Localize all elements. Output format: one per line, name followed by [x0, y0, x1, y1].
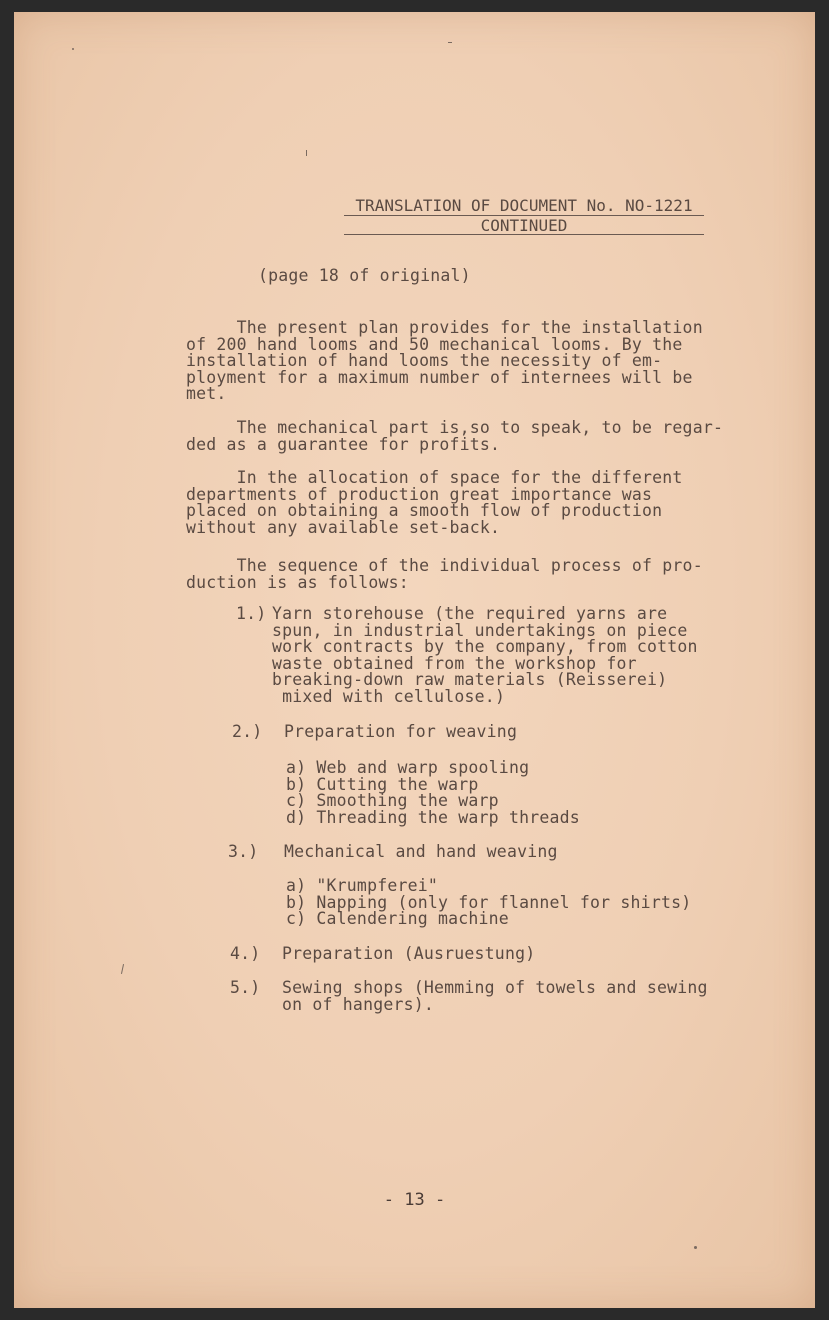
- step-text: Yarn storehouse (the required yarns are spun, in industrial undertakings on piece work contracts by the company, from cotton waste obtained from the workshop for breaking-down raw materials (Reisserei) mixed with cellulose.): [272, 604, 698, 706]
- paper-speck: [306, 150, 307, 156]
- paragraph-plan: The present plan provides for the installation of 200 hand looms and 50 mechanical looms. By the installation of hand looms the necessity of em- ployment for a maximum number of internees will be met.: [186, 318, 703, 404]
- step-text: Preparation (Ausruestung): [282, 944, 536, 963]
- step-text: Preparation for weaving: [284, 722, 518, 741]
- page-number: - 13 -: [383, 1190, 446, 1210]
- step-number: 1.): [236, 604, 267, 623]
- step-text: Sewing shops (Hemming of towels and sewing on of hangers).: [282, 978, 708, 1014]
- paper-speck: [121, 964, 124, 974]
- paper-speck: [448, 42, 452, 43]
- step-sublist: a) "Krumpferei" b) Napping (only for flannel for shirts) c) Calendering machine: [286, 876, 692, 929]
- step-number: 5.): [230, 978, 261, 997]
- header-title: TRANSLATION OF DOCUMENT No. NO-1221: [344, 197, 704, 216]
- paragraph-allocation: In the allocation of space for the different departments of production great importance was placed on obtaining a smooth flow of production without any available set-back.: [186, 468, 683, 537]
- paper-speck: [72, 48, 74, 50]
- step-sublist: a) Web and warp spooling b) Cutting the warp c) Smoothing the warp d) Threading the warp threads: [286, 758, 580, 827]
- document-page: [14, 12, 815, 1308]
- step-number: 4.): [230, 944, 261, 963]
- document-header: [344, 197, 704, 235]
- header-subtitle: CONTINUED: [344, 217, 704, 235]
- paragraph-mechanical: The mechanical part is,so to speak, to be regar- ded as a guarantee for profits.: [186, 418, 724, 454]
- paragraph-sequence: The sequence of the individual process of pro- duction is as follows:: [186, 556, 703, 592]
- paper-speck: [694, 1246, 697, 1249]
- step-text: Mechanical and hand weaving: [284, 842, 558, 861]
- step-number: 3.): [228, 842, 259, 861]
- step-number: 2.): [232, 722, 263, 741]
- page-reference: (page 18 of original): [258, 266, 471, 285]
